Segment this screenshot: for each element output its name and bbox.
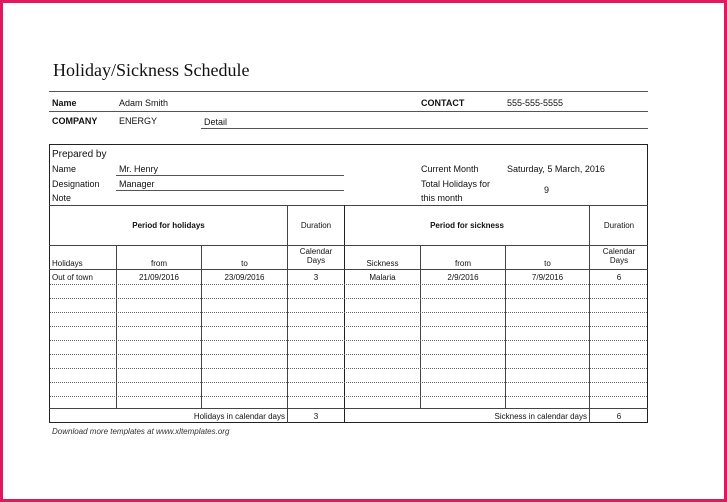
contact-label: CONTACT <box>421 98 465 108</box>
totals-rule <box>49 408 648 409</box>
holiday-row-type[interactable]: Out of town <box>52 273 93 282</box>
total-holidays-label-2: this month <box>421 193 463 203</box>
note-label: Note <box>52 193 72 203</box>
sickness-row-from[interactable]: 2/9/2016 <box>447 273 479 282</box>
col-sickness-days-line2: Days <box>609 256 629 265</box>
contact-value[interactable]: 555-555-5555 <box>507 98 564 108</box>
col-sickness-from: from <box>455 259 471 268</box>
row-line <box>50 368 647 369</box>
sickness-duration-label: Duration <box>603 221 635 230</box>
col-holidays: Holidays <box>52 259 83 268</box>
column-header-rule <box>49 269 648 270</box>
current-month-label: Current Month <box>421 164 479 174</box>
total-holidays-value[interactable]: 9 <box>544 185 550 195</box>
company-label: COMPANY <box>52 116 98 126</box>
row-line <box>50 396 647 397</box>
prepared-name-rule <box>116 175 344 176</box>
table-divider <box>344 205 345 423</box>
row-line <box>50 382 647 383</box>
sickness-total-label: Sickness in calendar days <box>494 412 587 421</box>
row-line <box>50 326 647 327</box>
sickness-row-to[interactable]: 7/9/2016 <box>531 273 564 282</box>
row-line <box>50 298 647 299</box>
sickness-total-value: 6 <box>616 412 622 421</box>
col-sickness: Sickness <box>366 259 399 268</box>
prepared-heading: Prepared by <box>52 149 107 160</box>
designation-rule <box>116 190 344 191</box>
detail-rule <box>201 128 648 129</box>
col-sickness-to: to <box>544 259 551 268</box>
prepared-name-label: Name <box>52 164 77 174</box>
page-title: Holiday/Sickness Schedule <box>53 60 250 80</box>
holiday-row-to[interactable]: 23/09/2016 <box>224 273 265 282</box>
row-line <box>50 284 647 285</box>
row-line <box>50 354 647 355</box>
name-label: Name <box>52 98 77 108</box>
detail-label: Detail <box>204 117 228 127</box>
row-line <box>50 340 647 341</box>
company-value[interactable]: ENERGY <box>119 116 158 126</box>
col-holiday-days-line1: Calendar <box>299 247 333 256</box>
section-rule <box>49 245 648 246</box>
holiday-row-days[interactable]: 3 <box>313 273 319 282</box>
title-rule <box>49 91 648 92</box>
current-month-value[interactable]: Saturday, 5 March, 2016 <box>507 164 605 174</box>
sickness-duration-divider <box>589 205 590 423</box>
sickness-row-type[interactable]: Malaria <box>369 273 396 282</box>
total-holidays-label: Total Holidays for <box>421 179 491 189</box>
footer-link[interactable]: Download more templates at www.xltemplates.org <box>52 427 230 436</box>
holidays-duration-label: Duration <box>300 221 332 230</box>
header-rule <box>49 111 648 112</box>
holidays-section-title: Period for holidays <box>132 221 205 230</box>
holiday-row-from[interactable]: 21/09/2016 <box>138 273 180 282</box>
table-top-rule <box>49 205 648 206</box>
row-line <box>50 312 647 313</box>
prepared-name-value[interactable]: Mr. Henry <box>119 164 159 174</box>
col-sickness-days <box>590 247 648 265</box>
sickness-row-days[interactable]: 6 <box>616 273 622 282</box>
sickness-section-title: Period for sickness <box>430 221 504 230</box>
col-holiday-days <box>288 247 344 265</box>
col-holiday-from: from <box>151 259 167 268</box>
holidays-total-value: 3 <box>313 412 319 421</box>
designation-value[interactable]: Manager <box>119 179 155 189</box>
holiday-duration-divider <box>287 205 288 423</box>
col-sickness-days-line1: Calendar <box>602 247 636 256</box>
designation-label: Designation <box>52 179 100 189</box>
col-holiday-to: to <box>241 259 248 268</box>
col-holiday-days-line2: Days <box>306 256 326 265</box>
name-value[interactable]: Adam Smith <box>119 98 169 108</box>
holidays-total-label: Holidays in calendar days <box>193 412 285 421</box>
